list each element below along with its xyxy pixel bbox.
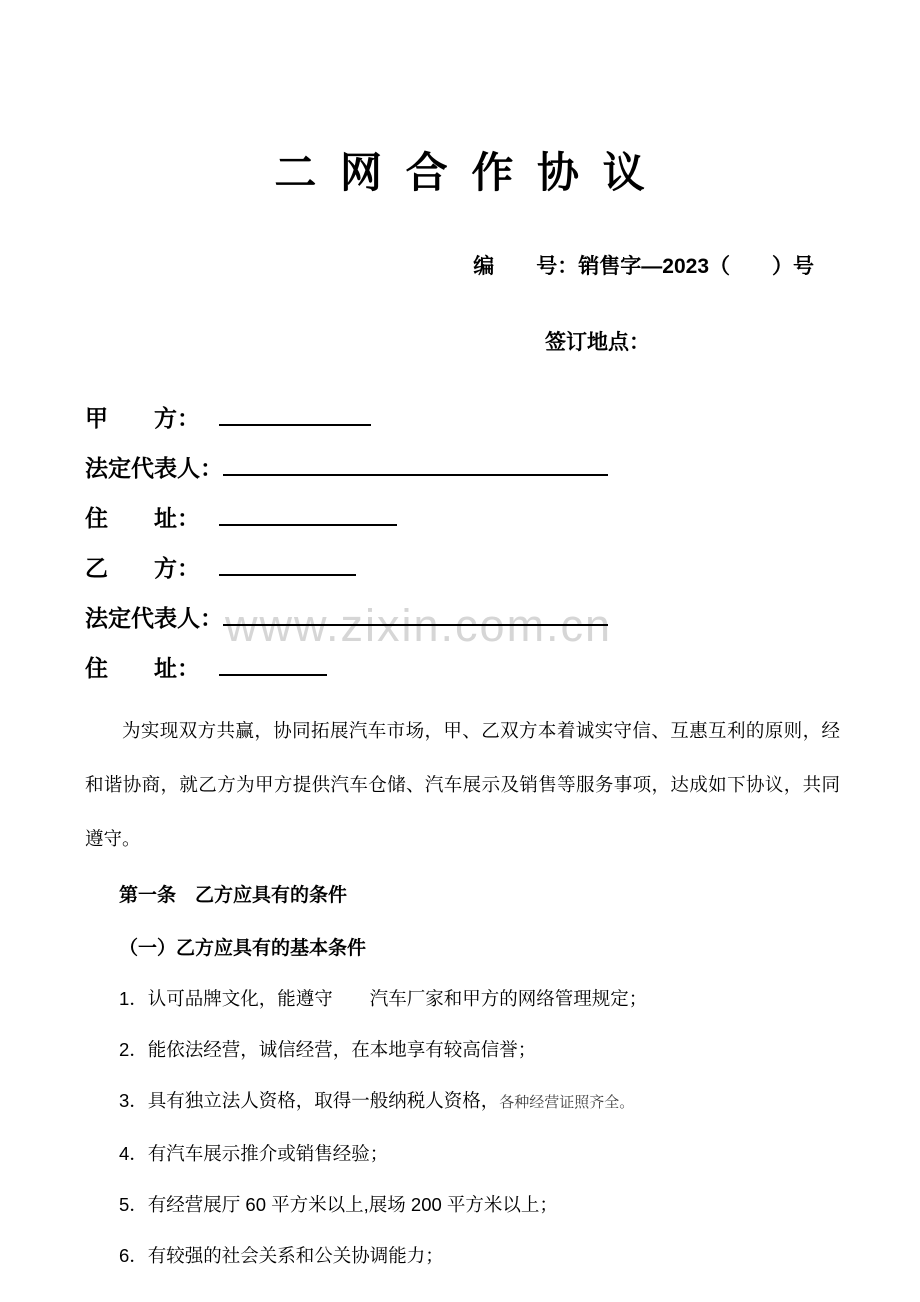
field-label: 法定代表人： [85,455,223,481]
fill-in-blank[interactable] [223,598,608,626]
article-1-heading: 第一条 乙方应具有的条件 [119,885,348,906]
field-row-legal-rep-a [85,448,840,498]
field-row-party-a [85,398,840,448]
watermark: www.zixin.com.cn [225,600,613,651]
intro-paragraph: 为实现双方共赢，协同拓展汽车市场，甲、乙双方本着诚实守信、互惠互利的原则，经和谐协商，就乙方为甲方提供汽车仓储、汽车展示及销售等服务事项，达成如下协议，共同遵守。 [85,720,840,849]
fill-in-blank[interactable] [223,448,608,476]
list-item: 1．认可品牌文化，能遵守 汽车厂家和甲方的网络管理规定； [119,988,648,1009]
field-row-legal-rep-b [85,598,840,648]
list-item: 2．能依法经营，诚信经营，在本地享有较高信誉； [119,1039,537,1060]
party-info-form [85,398,840,698]
field-label: 住 址： [85,505,200,531]
basic-conditions-subheading: （一）乙方应具有的基本条件 [119,938,367,959]
field-label: 甲 方： [85,405,200,431]
field-label: 乙 方： [85,555,200,581]
list-item-text: 3．具有独立法人资格，取得一般纳税人资格， [119,1090,500,1111]
fill-in-blank[interactable] [219,498,397,526]
list-item: 4．有汽车展示推介或销售经验； [119,1143,389,1164]
list-item [119,1089,840,1115]
field-row-party-b [85,548,840,598]
list-item: 5．有经营展厅 60 平方米以上,展场 200 平方米以上； [119,1194,558,1215]
doc-number: 编 号：销售字—2023（ ）号 [473,255,814,278]
field-row-address-b [85,648,840,698]
fill-in-blank[interactable] [219,548,356,576]
signing-place-label: 签订地点： [545,331,650,354]
field-row-address-a [85,498,840,548]
document-title: 二 网 合 作 协 议 [274,149,651,196]
list-item-note: 各种经营证照齐全。 [499,1094,635,1111]
fill-in-blank[interactable] [219,398,371,426]
list-item: 6．有较强的社会关系和公关协调能力； [119,1245,444,1266]
fill-in-blank[interactable] [219,648,327,676]
field-label: 住 址： [85,655,200,681]
field-label: 法定代表人： [85,605,223,631]
